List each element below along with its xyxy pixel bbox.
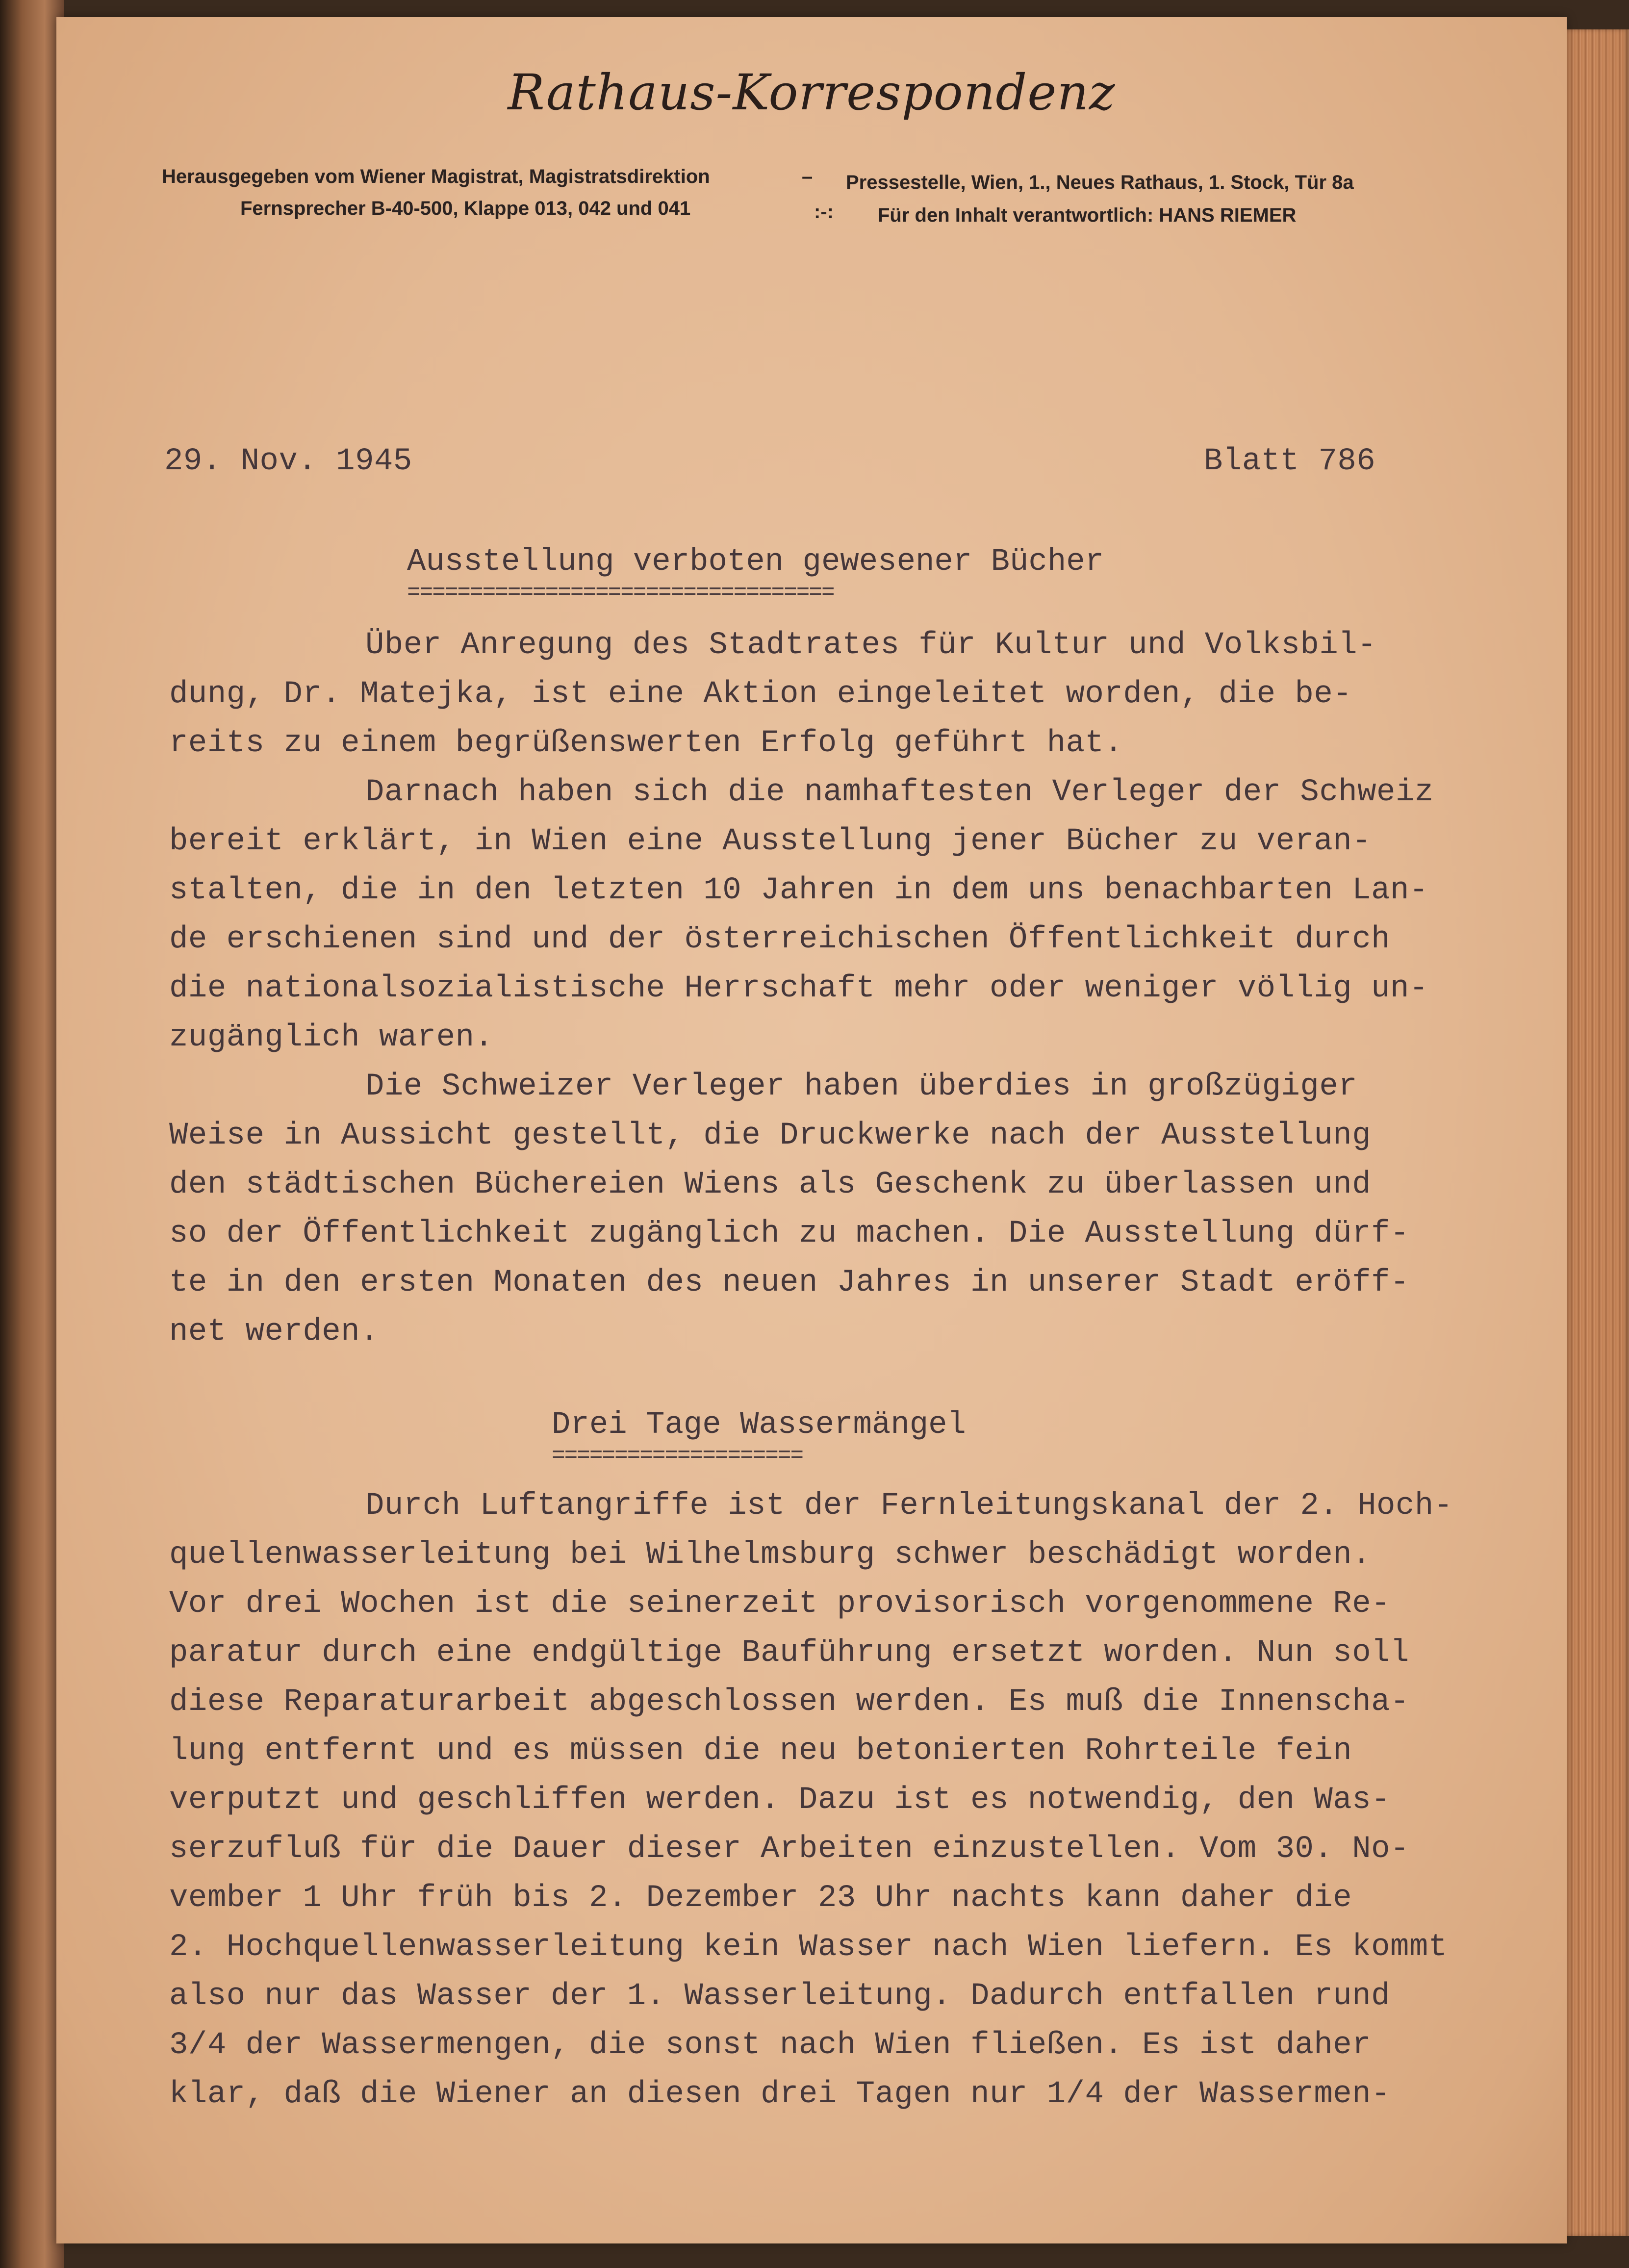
article-1-line: den städtischen Büchereien Wiens als Geschenk zu überlassen und xyxy=(169,1167,1372,1202)
masthead-dash: – xyxy=(802,166,813,187)
article-2-line: klar, daß die Wiener an diesen drei Tagen nur 1/4 der Wassermen- xyxy=(169,2077,1390,2112)
document-date: 29. Nov. 1945 xyxy=(164,444,412,479)
article-2-line: lung entfernt und es müssen die neu betonierten Rohrteile fein xyxy=(169,1733,1352,1769)
article-2-line: serzufluß für die Dauer dieser Arbeiten einzustellen. Vom 30. No- xyxy=(169,1832,1409,1867)
masthead-responsible: Für den Inhalt verantwortlich: HANS RIEMER xyxy=(878,204,1297,226)
article-1-line: die nationalsozialistische Herrschaft mehr oder weniger völlig un- xyxy=(169,971,1428,1006)
article-2-line: quellenwasserleitung bei Wilhelmsburg schwer beschädigt worden. xyxy=(169,1537,1372,1573)
article-2-title: Drei Tage Wassermängel xyxy=(552,1407,966,1443)
article-1-line: Darnach haben sich die namhaftesten Verleger der Schweiz xyxy=(365,775,1434,810)
masthead-title: Rathaus-Korrespondenz xyxy=(508,64,1116,121)
article-1-line: Weise in Aussicht gestellt, die Druckwerke nach der Ausstellung xyxy=(169,1118,1372,1153)
article-1-underline: ================================== xyxy=(407,580,834,606)
masthead-separator: :-: xyxy=(814,201,834,223)
article-2-line: Durch Luftangriffe ist der Fernleitungskanal der 2. Hoch- xyxy=(365,1488,1453,1524)
masthead-phone: Fernsprecher B-40-500, Klappe 013, 042 und 041 xyxy=(240,198,691,219)
masthead-publisher: Herausgegeben vom Wiener Magistrat, Magistratsdirektion xyxy=(162,166,710,187)
page-stack-edge xyxy=(1560,29,1629,2236)
article-1-line: dung, Dr. Matejka, ist eine Aktion eingeleitet worden, die be- xyxy=(169,677,1352,712)
article-1-line: te in den ersten Monaten des neuen Jahres in unserer Stadt eröff- xyxy=(169,1265,1409,1300)
article-1-line: bereit erklärt, in Wien eine Ausstellung jener Bücher zu veran- xyxy=(169,824,1372,859)
article-2-line: vember 1 Uhr früh bis 2. Dezember 23 Uhr nachts kann daher die xyxy=(169,1881,1352,1916)
article-1-line: Die Schweizer Verleger haben überdies in großzügiger xyxy=(365,1069,1358,1104)
masthead-address: Pressestelle, Wien, 1., Neues Rathaus, 1. Stock, Tür 8a xyxy=(846,172,1354,193)
article-2-line: also nur das Wasser der 1. Wasserleitung. Dadurch entfallen rund xyxy=(169,1979,1390,2014)
article-2-line: diese Reparaturarbeit abgeschlossen werden. Es muß die Innenscha- xyxy=(169,1684,1409,1720)
article-1-line: de erschienen sind und der österreichischen Öffentlichkeit durch xyxy=(169,922,1390,957)
book-spine-left xyxy=(0,0,64,2268)
article-1-line: stalten, die in den letzten 10 Jahren in dem uns benachbarten Lan- xyxy=(169,873,1428,908)
article-2-line: Vor drei Wochen ist die seinerzeit provisorisch vorgenommene Re- xyxy=(169,1586,1390,1622)
article-2-line: paratur durch eine endgültige Bauführung ersetzt worden. Nun soll xyxy=(169,1635,1409,1671)
article-1-line: net werden. xyxy=(169,1314,379,1350)
article-2-line: 3/4 der Wassermengen, die sonst nach Wien fließen. Es ist daher xyxy=(169,2028,1372,2063)
article-1-line: zugänglich waren. xyxy=(169,1020,494,1055)
document-page xyxy=(56,17,1567,2243)
article-2-line: verputzt und geschliffen werden. Dazu ist es notwendig, den Was- xyxy=(169,1783,1390,1818)
article-1-line: so der Öffentlichkeit zugänglich zu machen. Die Ausstellung dürf- xyxy=(169,1216,1409,1251)
article-1-line: reits zu einem begrüßenswerten Erfolg geführt hat. xyxy=(169,726,1123,761)
sheet-number: Blatt 786 xyxy=(1204,444,1376,479)
article-2-underline: ==================== xyxy=(552,1443,803,1469)
article-1-line: Über Anregung des Stadtrates für Kultur und Volksbil- xyxy=(365,628,1377,663)
article-1-title: Ausstellung verboten gewesener Bücher xyxy=(407,544,1104,580)
article-2-line: 2. Hochquellenwasserleitung kein Wasser nach Wien liefern. Es kommt xyxy=(169,1930,1448,1965)
